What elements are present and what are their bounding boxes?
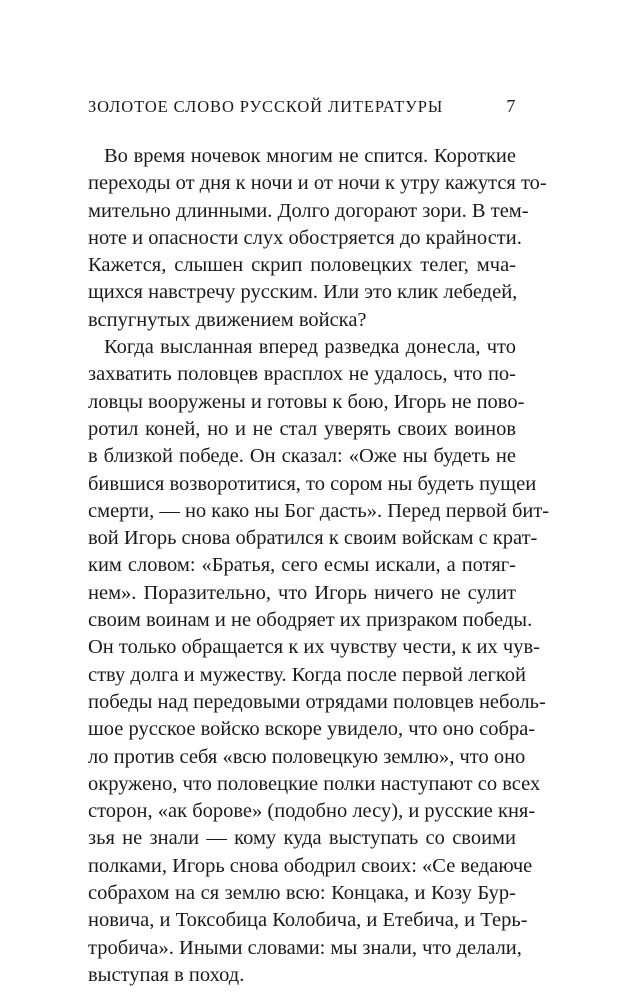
- text-line: ло против себя «всю половецкую землю», что оно: [88, 745, 526, 768]
- text-line: выступая в поход.: [88, 963, 245, 986]
- text-line: вспугнутых движением войска?: [88, 308, 367, 331]
- text-line: полками, Игорь снова ободрил своих: «Се ведаюче: [88, 854, 533, 877]
- text-line: сторон, «ак борове» (подобно лесу), и русские кня-: [88, 800, 536, 823]
- page-number: 7: [506, 96, 516, 116]
- text-line: мительно длинными. Долго догорают зори. В тем-: [88, 199, 529, 222]
- text-line: Когда высланная вперед разведка донесла, что: [104, 336, 516, 359]
- text-line: смерти, — но како ны Бог дасть». Перед первой бит-: [88, 499, 550, 522]
- text-line: ству долга и мужеству. Когда после первой легкой: [88, 663, 527, 686]
- text-line: собрахом на ся землю всю: Концака, и Козу Бур-: [88, 882, 516, 905]
- text-line: ким словом: «Братья, сего есмы искали, а потяг-: [88, 554, 516, 577]
- text-line: победы над передовыми отрядами половцев неболь-: [88, 690, 546, 713]
- running-header: [88, 96, 516, 122]
- text-line: нем». Поразительно, что Игорь ничего не сулит: [88, 581, 516, 604]
- text-line: тробича». Иными словами: мы знали, что делали,: [88, 936, 522, 959]
- text-line: Кажется, слышен скрип половецких телег, мча-: [88, 254, 516, 277]
- running-head-title: ЗОЛОТОЕ СЛОВО РУССКОЙ ЛИТЕРАТУРЫ: [88, 97, 444, 116]
- text-line: переходы от дня к ночи и от ночи к утру кажутся то-: [88, 172, 547, 195]
- body-text: [88, 143, 550, 989]
- text-line: Во время ночевок многим не спится. Короткие: [104, 145, 516, 167]
- text-line: ловцы вооружены и готовы к бою, Игорь не пово-: [88, 390, 525, 413]
- text-line: своим воинам и не ободряет их призраком победы.: [88, 609, 533, 632]
- text-line: вой Игорь снова обратился к своим войскам с крат-: [88, 527, 538, 550]
- text-line: щихся навстречу русским. Или это клик лебедей,: [88, 281, 518, 304]
- text-line: захватить половцев врасплох не удалось, что по-: [88, 363, 516, 386]
- text-line: ротил коней, но и не стал уверять своих воинов: [88, 417, 516, 440]
- text-line: новича, и Токсобица Колобича, и Етебича, и Терь-: [88, 909, 528, 932]
- text-line: зья не знали — кому куда выступать со своими: [88, 827, 516, 850]
- text-line: шое русское войско вскоре увидело, что оно собра-: [88, 718, 536, 741]
- text-line: ноте и опасности слух обостряется до крайности.: [88, 226, 522, 249]
- text-line: Он только обращается к их чувству чести, к их чув-: [88, 636, 540, 659]
- text-line: окружено, что половецкие полки наступают со всех: [88, 772, 541, 795]
- text-line: бившися возворотитися, то сором ны будеть пущеи: [88, 472, 537, 495]
- text-line: в близкой победе. Он сказал: «Оже ны будеть не: [88, 445, 516, 468]
